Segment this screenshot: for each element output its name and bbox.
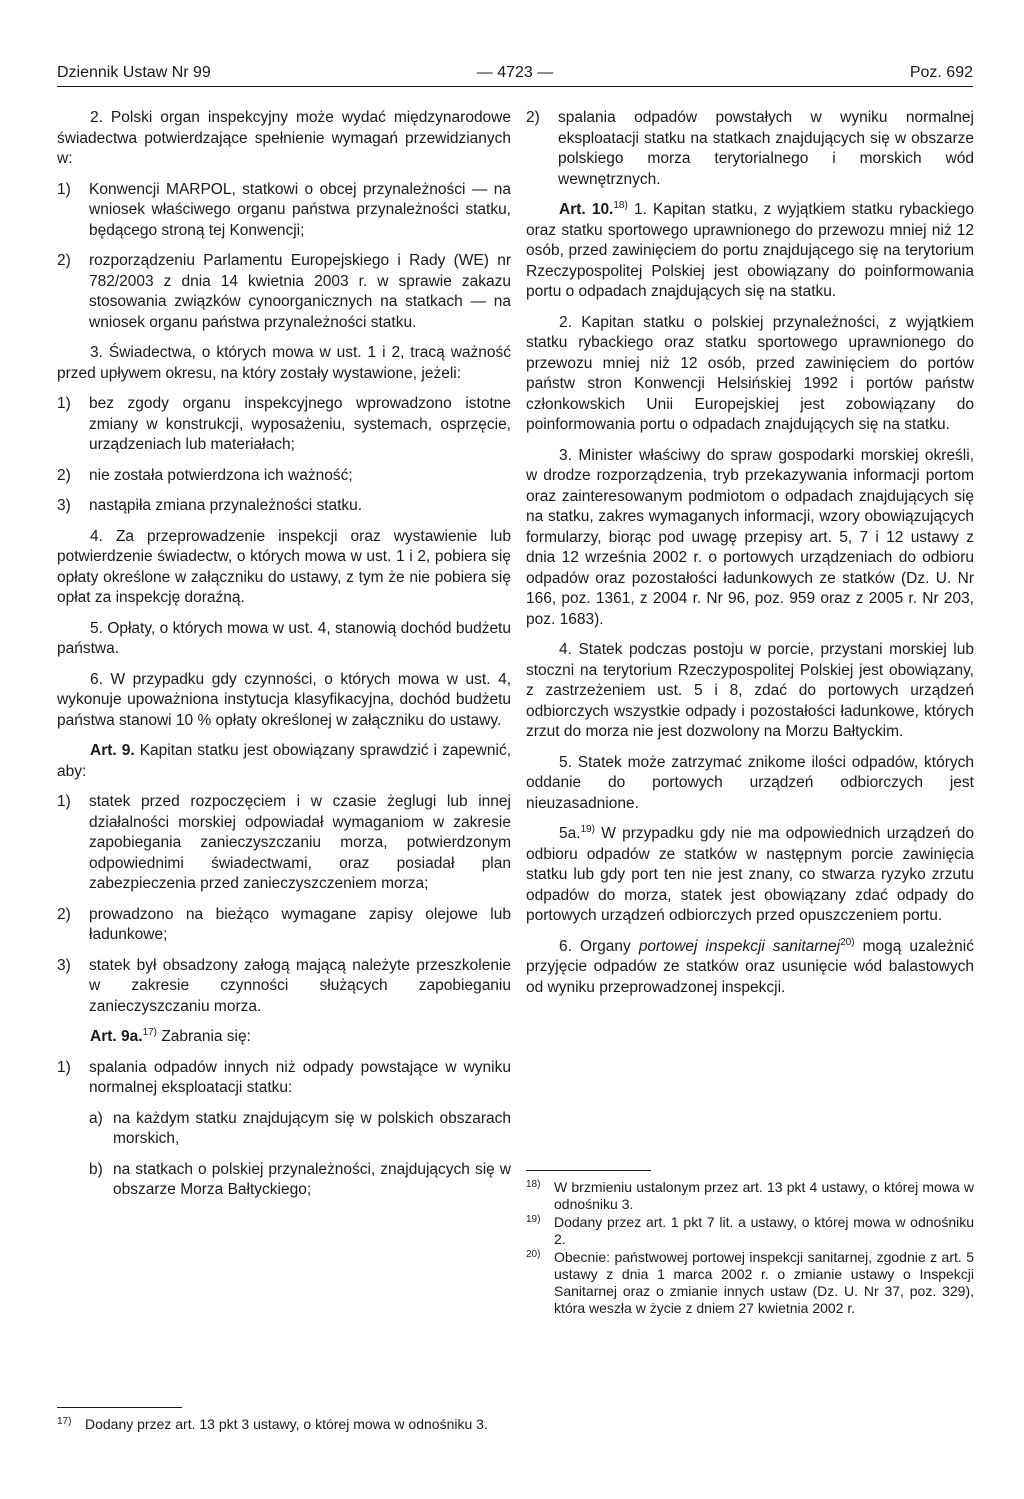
footnote-ref: 18) (613, 200, 628, 211)
footnote-ref: 20) (840, 936, 855, 948)
paragraph-6-italic: portowej inspekcji sanitarnej (638, 937, 841, 955)
item-text: Konwencji MARPOL, statkowi o obcej przynależności — na wniosek właściwego organu państwa przynależności statku, będącego stroną tej Konwencji; (89, 180, 511, 239)
item-number: 1) (57, 793, 71, 810)
article-9a-text: Zabrania się: (161, 1028, 251, 1045)
paragraph-2: 2. Kapitan statku o polskiej przynależności, z wyjątkiem statku rybackiego oraz statku sportowego uprawnionego do przewozu mniej niż 12 osób, przed zawinięciem do portów państw stron Konwencji Helsińskiej 1992 i portów państw członkowskich Unii Europejskiej jest zobowiązany do poinformowania portu o odpadach znajdujących się na statku. (526, 313, 974, 433)
article-9-label: Art. 9. (90, 742, 135, 759)
footnotes-left (57, 1407, 511, 1434)
article-9a (57, 1027, 511, 1048)
item-text: prowadzono na bieżąco wymagane zapisy olejowe lub ładunkowe; (89, 905, 511, 943)
item-number: 3) (57, 497, 71, 514)
footnote (526, 1214, 974, 1248)
journal-title: Dziennik Ustaw Nr 99 (57, 64, 211, 81)
item-text: bez zgody organu inspekcyjnego wprowadzono istotne zmiany w konstrukcji, wyposażeniu, systemach, osprzęcie, urządzeniach lub materiałach; (89, 395, 511, 453)
list-item (57, 1058, 511, 1099)
header-rule (57, 86, 973, 87)
footnote-text: Dodany przez art. 1 pkt 7 lit. a ustawy, o której mowa w odnośniku 2. (554, 1214, 974, 1247)
paragraph-5: 5. Statek może zatrzymać znikome ilości odpadów, których oddanie do portowych urządzeń odbiorczych jest nieuzasadnione. (526, 753, 974, 812)
list-item (526, 108, 974, 190)
paragraph-5: 5. Opłaty, o których mowa w ust. 4, stanowią dochód budżetu państwa. (57, 619, 511, 657)
item-letter: b) (89, 1160, 103, 1178)
list-item (57, 251, 511, 333)
item-number: 1) (57, 395, 71, 412)
footnotes-right (526, 1170, 974, 1318)
footnote (526, 1179, 974, 1213)
footnote-mark: 19) (526, 1214, 541, 1225)
article-10-text: 1. Kapitan statku, z wyjątkiem statku rybackiego oraz statku sportowego uprawnionego do przewozu mniej niż 12 osób, przed zawinięciem do portu znajdującego się na terytorium Rzeczypospolitej Polskiej jest obowiązany do poinformowania portu o odpadach znajdujących się na statku. (526, 201, 974, 300)
article-9-text: Kapitan statku jest obowiązany sprawdzić i zapewnić, aby: (57, 742, 511, 780)
article-9 (57, 741, 511, 782)
item-text: spalania odpadów innych niż odpady powstające w wyniku normalnej eksploatacji statku: (89, 1058, 511, 1096)
item-number: 2) (57, 905, 71, 923)
item-number: 2) (57, 466, 71, 484)
footnote-text: Obecnie: państwowej portowej inspekcji sanitarnej, zgodnie z art. 5 ustawy z dnia 1 marca 2002 r. o zmianie ustawy o Inspekcji Sanitarnej oraz o zmianie innych ustaw (Dz. U. Nr 37, poz. 329), która weszła w życie z dniem 27 kwietnia 2002 r. (554, 1249, 974, 1316)
footnote-mark: 18) (526, 1179, 541, 1190)
footnote-ref: 19) (580, 824, 596, 835)
item-letter: a) (89, 1109, 103, 1127)
paragraph-4: 4. Statek podczas postoju w porcie, przystani morskiej lub stoczni na terytorium Rzeczypospolitej Polskiej jest obowiązany, z zastrzeżeniem ust. 5 i 8, zdać do portowych urządzeń odbiorczych wszystkie odpady i pozostałości ładunkowe, których zrzut do morza nie jest dozwolony na Morzu Bałtyckim. (526, 641, 974, 740)
footnote (57, 1416, 511, 1433)
paragraph-6-start: 6. Organy (559, 937, 631, 955)
paragraph-5a (526, 824, 974, 927)
article-10-label: Art. 10. (559, 201, 614, 218)
paragraph-3: 3. Świadectwa, o których mowa w ust. 1 i 2, tracą ważność przed upływem okresu, na który zostały wystawione, jeżeli: (57, 344, 511, 382)
item-text: nastąpiła zmiana przynależności statku. (89, 497, 363, 514)
item-text: nie została potwierdzona ich ważność; (89, 466, 353, 484)
list-item (57, 792, 511, 895)
right-column (526, 108, 974, 1008)
footnote-text: Dodany przez art. 13 pkt 3 ustawy, o której mowa w odnośniku 3. (85, 1416, 488, 1432)
sub-list-item (57, 1109, 511, 1150)
paragraph-4: 4. Za przeprowadzenie inspekcji oraz wystawienie lub potwierdzenie świadectw, o których mowa w ust. 1 i 2, pobiera się opłaty określone w załączniku do ustawy, z tym że nie pobiera się opłat za inspekcję doraźną. (57, 527, 511, 606)
paragraph-5a-label: 5a. (559, 825, 581, 842)
page-number: — 4723 — (476, 64, 554, 81)
left-column (57, 108, 511, 1211)
list-item (57, 496, 511, 517)
footnote (526, 1249, 974, 1317)
sub-list-item (57, 1160, 511, 1201)
footnote-ref: 17) (142, 1027, 158, 1038)
list-item (57, 180, 511, 242)
item-text: spalania odpadów powstałych w wyniku normalnej eksploatacji statku na statkach znajdujących się w obszarze polskiego morza terytorialnego i morskich wód wewnętrznych. (558, 109, 974, 188)
item-text: statek przed rozpoczęciem i w czasie żeglugi lub innej działalności morskiej odpowiadał wymaganiom w zakresie zapobiegania zanieczyszczaniu morza, potwierdzonym odpowiednimi świadectwami, oraz posiadał plan zabezpieczenia przed zanieczyszczeniem morza; (89, 793, 511, 892)
footnote-mark: 17) (57, 1416, 72, 1427)
item-text: na statkach o polskiej przynależności, znajdujących się w obszarze Morza Bałtyckiego; (113, 1160, 511, 1198)
footnote-rule (57, 1407, 182, 1408)
item-text: statek był obsadzony załogą mającą należyte przeszkolenie w zakresie czynności służących zapobieganiu zanieczyszczaniu morza. (89, 956, 511, 1015)
paragraph-6 (526, 937, 974, 999)
item-text: rozporządzeniu Parlamentu Europejskiego i Rady (WE) nr 782/2003 z dnia 14 kwietnia 2003 r. w sprawie zakazu stosowania związków cynoorganicznych na statkach — na wniosek organu państwa przynależności statku. (89, 252, 511, 331)
footnote-mark: 20) (526, 1249, 541, 1260)
article-10 (526, 200, 974, 303)
page-header (57, 62, 973, 84)
position-number: Poz. 692 (909, 64, 973, 81)
paragraph-5a-text: W przypadku gdy nie ma odpowiednich urządzeń do odbioru odpadów ze statków w następnym porcie zawinięcia statku lub gdy port ten nie jest znany, co stwarza ryzyko zrzutu odpadów do morza, statek jest obowiązany zdać odpady do portowych urządzeń odbiorczych przed opuszczeniem portu. (526, 825, 974, 924)
item-number: 1) (57, 180, 71, 198)
list-item (57, 394, 511, 456)
paragraph-6: 6. W przypadku gdy czynności, o których mowa w ust. 4, wykonuje upoważniona instytucja klasyfikacyjna, dochód budżetu państwa stanowi 10 % opłaty określonej w załączniku do ustawy. (57, 670, 511, 729)
item-number: 1) (57, 1058, 71, 1076)
article-9a-label: Art. 9a. (90, 1028, 143, 1045)
item-number: 2) (57, 252, 71, 269)
footnote-rule (526, 1170, 651, 1171)
item-number: 2) (526, 109, 540, 126)
list-item (57, 466, 511, 487)
paragraph-2: 2. Polski organ inspekcyjny może wydać międzynarodowe świadectwa potwierdzające spełnienie wymagań przewidzianych w: (57, 109, 511, 167)
list-item (57, 956, 511, 1018)
item-number: 3) (57, 956, 71, 974)
footnote-text: W brzmieniu ustalonym przez art. 13 pkt 4 ustawy, o której mowa w odnośniku 3. (554, 1179, 974, 1212)
paragraph-3: 3. Minister właściwy do spraw gospodarki morskiej określi, w drodze rozporządzenia, tryb przekazywania informacji portom oraz zainteresowanym podmiotom o odpadach znajdujących się na statku, zakres wymaganych informacji, wzory obowiązujących formularzy, biorąc pod uwagę przepisy art. 5, 7 i 12 ustawy z dnia 12 września 2002 r. o portowych urządzeniach do odbioru odpadów oraz pozostałości ładunkowych ze statków (Dz. U. Nr 166, poz. 1361, z 2004 r. Nr 96, poz. 959 oraz z 2005 r. Nr 203, poz. 1683). (526, 446, 974, 628)
item-text: na każdym statku znajdującym się w polskich obszarach morskich, (113, 1109, 511, 1147)
paragraph-6-end: mogą uzależnić przyjęcie odpadów ze statków oraz usunięcie wód balastowych od wyniku przeprowadzonej inspekcji. (526, 937, 974, 996)
list-item (57, 905, 511, 946)
